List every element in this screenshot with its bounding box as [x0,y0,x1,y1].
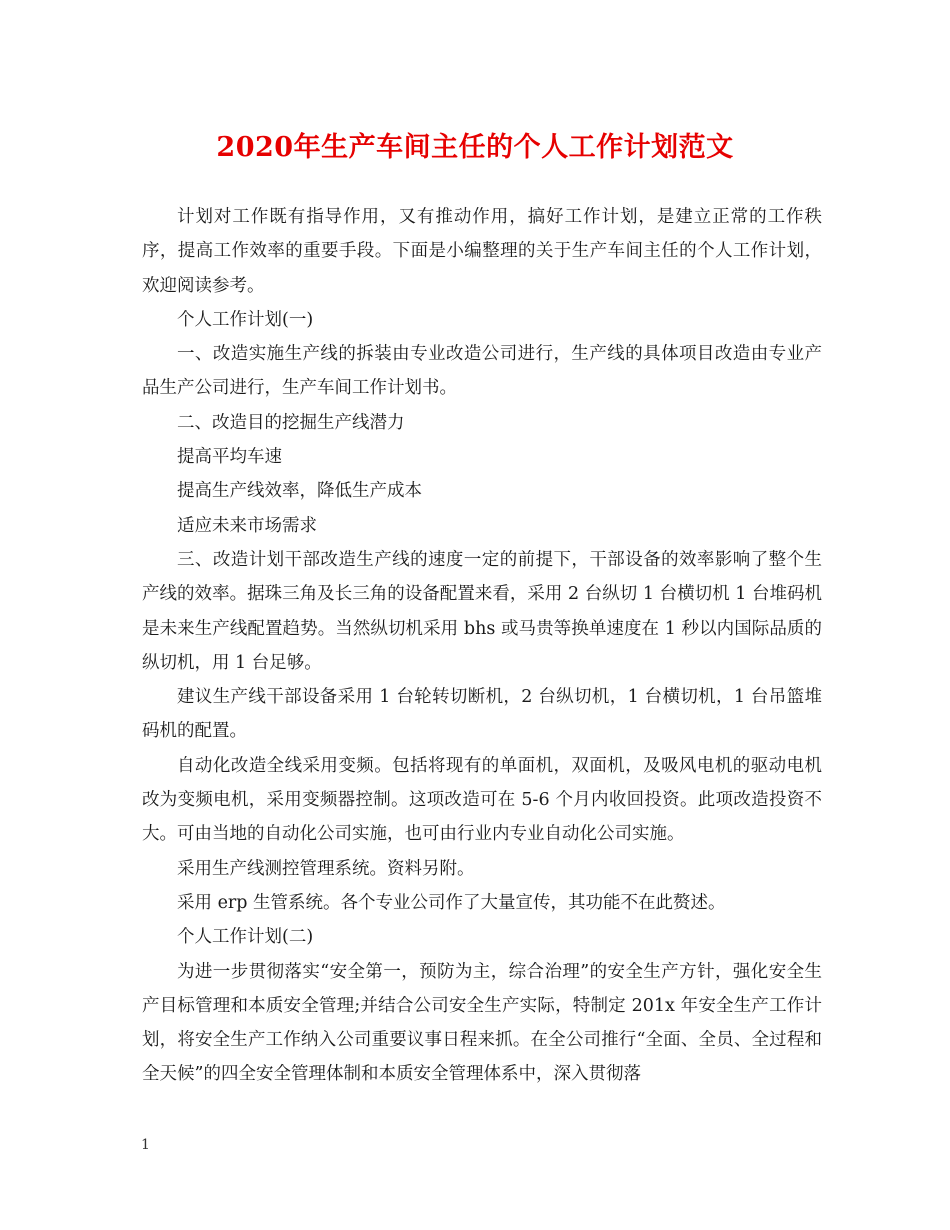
section-heading-plan-1: 个人工作计划(一) [177,309,314,330]
section-heading-plan-2: 个人工作计划(二) [177,927,314,948]
paragraph: 为进一步贯彻落实“安全第一，预防为主，综合治理”的安全生产方针，强化安全生产目标管理和本质安全管理;并结合公司安全生产实际，特制定 201x 年安全生产工作计划，将安全生产工作纳入公司重要议事日程来抓。在全公司推行“全面、全员、全过程和全天候”的四全安全管理体制和本质安全管理体系中，深入贯彻落 [142,961,822,1085]
paragraph: 提高生产线效率，降低生产成本 [177,481,422,502]
paragraph: 二、改造目的挖掘生产线潜力 [177,412,405,433]
document-body [142,200,822,1092]
paragraph: 自动化改造全线采用变频。包括将现有的单面机，双面机，及吸风电机的驱动电机改为变频电机，采用变频器控制。这项改造可在 5-6 个月内收回投资。此项改造投资不大。可由当地的自动化公司实施，也可由行业内专业自动化公司实施。 [142,755,822,845]
paragraph: 采用 erp 生管系统。各个专业公司作了大量宣传，其功能不在此赘述。 [177,892,726,913]
paragraph: 适应未来市场需求 [177,515,317,536]
paragraph: 建议生产线干部设备采用 1 台轮转切断机，2 台纵切机，1 台横切机，1 台吊篮堆码机的配置。 [142,687,822,742]
document-title: 2020年生产车间主任的个人工作计划范文 [216,132,734,163]
paragraph-intro: 计划对工作既有指导作用，又有推动作用，搞好工作计划，是建立正常的工作秩序，提高工作效率的重要手段。下面是小编整理的关于生产车间主任的个人工作计划，欢迎阅读参考。 [142,207,822,296]
page-number: 1 [141,1137,150,1153]
paragraph: 一、改造实施生产线的拆装由专业改造公司进行，生产线的具体项目改造由专业产品生产公司进行，生产车间工作计划书。 [142,344,822,399]
paragraph: 提高平均车速 [177,447,282,468]
paragraph: 采用生产线测控管理系统。资料另附。 [177,858,475,879]
paragraph: 三、改造计划干部改造生产线的速度一定的前提下，干部设备的效率影响了整个生产线的效率。据珠三角及长三角的设备配置来看，采用 2 台纵切 1 台横切机 1 台堆码机是未来生产线配置趋势。当然纵切机采用 bhs 或马贵等换单速度在 1 秒以内国际品质的纵切机，用 1 台足够。 [142,549,822,673]
